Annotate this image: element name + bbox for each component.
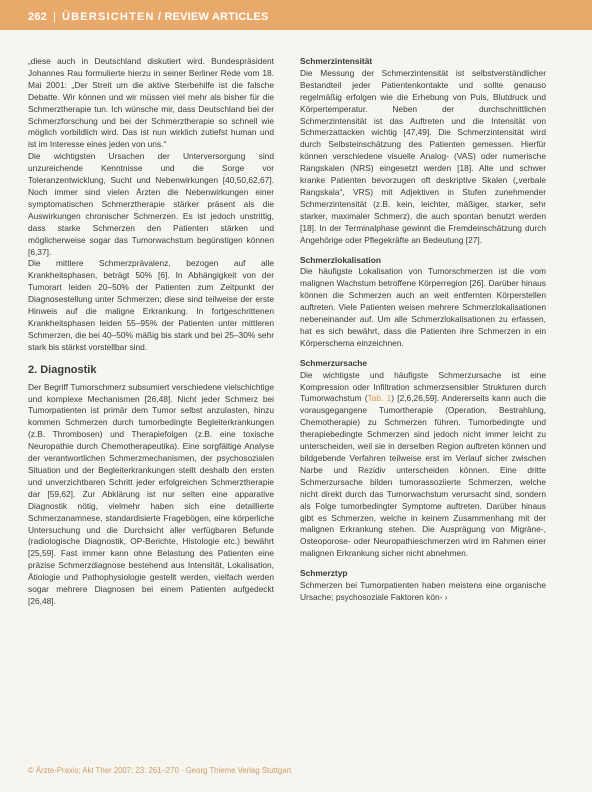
left-paragraph-3: Die mittlere Schmerzprävalenz, bezogen auf alle Krankheitsphasen, beträgt 50% [6]. In Abhängigkeit von der Tumorart leiden 20–50% der Patienten zum Zeitpunkt der Diagnosestellung unter Schmerzen; diese sind teilweise der erste Hinweis auf die maligne Erkrankung. In fortgeschrittenen Krankheitsphasen leiden 55–95% der Patienten unter mittleren Schmerzen, die bei 40–50% mäßig bis stark und bei 25–30% sehr stark bis stärkst vorstellbar sind.: [28, 258, 274, 352]
right-paragraph-3: [300, 370, 546, 561]
left-column: [28, 56, 274, 608]
left-paragraph-2: Die wichtigsten Ursachen der Unterversorgung sind unzureichende Kenntnisse und die Sorge vor Toleranzentwicklung, Sucht und Nebenwirkungen [40,50,62,67]. Noch immer sind vielen Ärzten die Nebenwirkungen einer symptomatischen Schmerztherapie stärker präsent als die Auswirkungen chronischer Schmerzen. Es ist jedoch unstrittig, dass starke Schmerzen den Patienten stärken und möglicherweise sogar das Tumorwachstum begünstigen können [6,37].: [28, 151, 274, 257]
table-reference-link[interactable]: Tab. 1: [367, 393, 392, 404]
header-separator: |: [52, 11, 57, 23]
page-footer: © Ärzte-Praxis; Akt Ther 2007; 23: 261–270 · Georg Thieme Verlag Stuttgart: [28, 766, 292, 775]
subheading-pain-type: Schmerztyp: [300, 568, 348, 579]
right-column: [300, 56, 546, 604]
subheading-cause: Schmerzursache: [300, 357, 368, 368]
subheading-localization: Schmerzlokalisation: [300, 254, 381, 265]
section-title: ÜBERSICHTEN: [62, 11, 155, 23]
left-paragraph-4: Der Begriff Tumorschmerz subsumiert verschiedene vielschichtige und komplexe Mechanismen [26,48]. Nicht jeder Schmerz bei Tumorpatienten ist primär dem Tumor selbst anzulasten, hinzu kommen Schmerzen durch tumorbedingte Begleiterkrankungen (z.B. Thrombosen) und Therapiefolgen (z.B. eine toxische Neuropathie durch Chemotherapeutika). Eine sorgfältige Analyse der verantwortlichen Schmerzmechanismen, der psychosozialen Situation und der Begleiterkrankungen stellt deshalb den ersten und unverzichtbaren Schritt jeder erfolgreichen Schmerztherapie dar [59,62]. Zur Abklärung ist nur selten eine apparative Diagnostik nötig, vielmehr haben sich eine detaillierte Schmerzanamnese, standardisierte Fragebögen, eine körperliche Untersuchung und die Durchsicht aller verfügbaren Befunde (radiologische Diagnostik, OP-Berichte, Histologie etc.) bewährt [25,59]. Fast immer kann ohne Belastung des Patienten eine präzise Schmerzdiagnose bestehend aus Intensität, Lokalisation, Ätiologie und Pathophysiologie gestellt werden, vielfach werden sogar mehrere Diagnosen bei einem Patienten aufgedeckt [26,48].: [28, 381, 274, 606]
right-paragraph-1: Die Messung der Schmerzintensität ist selbstverständlicher Bestandteil jeder Patientenkontakte und sollte genauso regelmäßig erfolgen wie die Erhebung von Puls, Blutdruck und Körpertemperatur. Neben der durchschnittlichen Schmerzintensität ist das Auftreten und die Intensität von Schmerzattacken wichtig [47,49]. Die Schmerzintensität wird durch Selbsteinschätzung des Patienten gemessen. Hierfür können verschiedene visuelle Analog- (VAS) oder numerische Rangskalen (NRS) eingesetzt werden [18]. Alte und schwer kranke Patienten bevorzugen oft deskriptive Skalen („verbale Rangskala“, VRS) mit Adjektiven in Stufen zunehmender Schmerzintensität (z.B. kein, leichter, mäßiger, starker, sehr starker, maximaler Schmerz), die auch spontan benutzt werden [18]. In der Terminalphase gewinnt die Fremdeinschätzung durch Angehörige oder Pflegekräfte an Bedeutung [27].: [300, 67, 546, 245]
section-title-en: / REVIEW ARTICLES: [157, 11, 269, 23]
page-number: 262: [28, 11, 47, 23]
section-heading-diagnostik: 2. Diagnostik: [28, 363, 97, 376]
right-paragraph-3a: Die wichtigste und häufigste Schmerzursache ist eine Kompression oder Infiltration schmerzsensibler Strukturen durch Tumorwachstum (: [300, 369, 546, 404]
right-paragraph-2: Die häufigste Lokalisation von Tumorschmerzen ist die vom malignen Wachstum betroffene Körperregion [26]. Darüber hinaus können die Schmerzen auch an weit entfernten Körperstellen auftreten. Viele Patienten weisen mehrere Schmerzlokalisationen nebeneinander auf. Um alle Schmerzlokalisationen zu erfassen, hat es sich bewährt, dass die Patienten ihre Schmerzen in ein Körperschema einzeichnen.: [300, 266, 546, 348]
page-header: [0, 0, 592, 30]
header-text: [28, 11, 269, 23]
right-paragraph-4: Schmerzen bei Tumorpatienten haben meistens eine organische Ursache; psychosoziale Faktoren kön- ›: [300, 580, 546, 602]
subheading-intensity: Schmerzintensität: [300, 56, 373, 66]
right-paragraph-3b: ) [2,6,26,59]. Andererseits kann auch die vorausgegangene Tumortherapie (Operation, Bestrahlung, Chemotherapie) zu Schmerzen führen. Tumorbedingte und therapiebedingte Schmerzen sind jedoch nicht immer leicht zu unterscheiden, weil sie in derselben Region auftreten können und bildgebende Verfahren teilweise erst im Verlauf sicher zwischen Narbe und Rezidiv unterscheiden können. Eine dritte Schmerzursache bilden tumorassoziierte Schmerzen, welche nicht direkt durch das Tumorwachstum verursacht sind, sondern als Folge tumorbedingter Symptome auftreten. Darüber hinaus gibt es Schmerzen, welche in keinem Zusammenhang mit der malignen Erkrankung stehen. Die Ausprägung von Migräne-, Osteoporose- oder Neuropathieschmerzen wird im Rahmen einer malignen Erkrankung sicher nicht abnehmen.: [300, 393, 546, 559]
left-paragraph-1: „diese auch in Deutschland diskutiert wird. Bundespräsident Johannes Rau formulierte hierzu in seiner Berliner Rede vom 18. Mai 2001: „Der Streit um die aktive Sterbehilfe ist die falsche Debatte. Wir können und wir müssen viel mehr als bisher für die Schmerztherapie tun. Ich wünsche mir, dass Deutschland bei der Schmerzforschung und bei der Schmerztherapie so schnell wie möglich vorbildlich wird. Das ist nun wirklich zutiefst human und ist im Interesse eines jeden von uns.“: [28, 56, 274, 150]
